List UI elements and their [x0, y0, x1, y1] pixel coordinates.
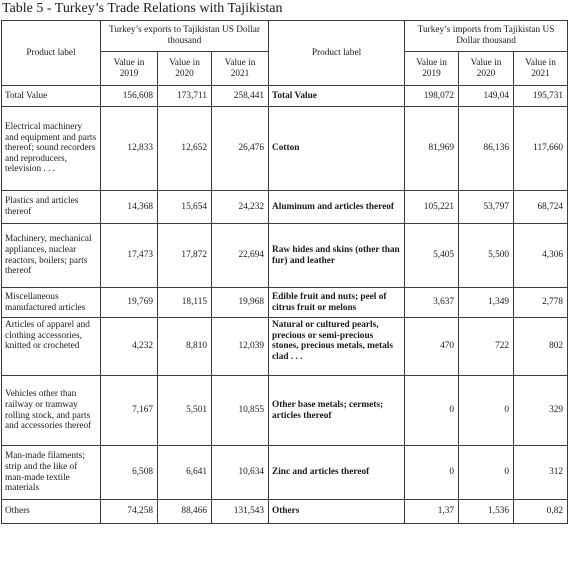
export-product-cell: Vehicles other than railway or tramway rolling stock, and parts and accessories thereof [2, 376, 101, 446]
export-value-cell: 12,652 [158, 107, 212, 191]
table-row [2, 500, 568, 524]
export-value-cell: 17,872 [158, 224, 212, 288]
import-value-cell: 4,306 [514, 224, 568, 288]
import-product-cell: Other base metals; cermets; articles thereof [269, 376, 405, 446]
import-year-header: Value in 2021 [514, 52, 568, 86]
import-value-cell: 105,221 [405, 191, 459, 224]
import-product-cell: Natural or cultured pearls, precious or semi-precious stones, precious metals, metals clad . . . [269, 318, 405, 376]
export-value-cell: 24,232 [212, 191, 269, 224]
import-value-cell: 149,04 [459, 86, 514, 107]
export-value-cell: 18,115 [158, 288, 212, 318]
export-value-cell: 10,855 [212, 376, 269, 446]
import-value-cell: 1,536 [459, 500, 514, 524]
export-value-cell: 131,543 [212, 500, 269, 524]
table-row [2, 107, 568, 191]
import-year-header: Value in 2019 [405, 52, 459, 86]
export-value-cell: 26,476 [212, 107, 269, 191]
export-product-label-header: Product label [2, 21, 101, 86]
export-value-cell: 12,833 [101, 107, 158, 191]
import-product-cell: Total Value [269, 86, 405, 107]
export-value-cell: 173,711 [158, 86, 212, 107]
import-value-cell: 81,969 [405, 107, 459, 191]
export-product-cell: Others [2, 500, 101, 524]
export-value-cell: 19,968 [212, 288, 269, 318]
import-value-cell: 2,778 [514, 288, 568, 318]
export-product-cell: Plastics and articles thereof [2, 191, 101, 224]
import-value-cell: 5,405 [405, 224, 459, 288]
export-value-cell: 19,769 [101, 288, 158, 318]
import-value-cell: 0,82 [514, 500, 568, 524]
import-product-cell: Edible fruit and nuts; peel of citrus fruit or melons [269, 288, 405, 318]
import-value-cell: 53,797 [459, 191, 514, 224]
export-value-cell: 74,258 [101, 500, 158, 524]
table-row [2, 288, 568, 318]
imports-group-header: Turkey’s imports from Tajikistan US Dollar thousand [405, 21, 568, 52]
import-value-cell: 312 [514, 446, 568, 500]
import-value-cell: 198,072 [405, 86, 459, 107]
import-value-cell: 195,731 [514, 86, 568, 107]
export-value-cell: 6,641 [158, 446, 212, 500]
export-year-header: Value in 2019 [101, 52, 158, 86]
export-value-cell: 22,694 [212, 224, 269, 288]
export-value-cell: 15,654 [158, 191, 212, 224]
table-row [2, 446, 568, 500]
export-value-cell: 10,634 [212, 446, 269, 500]
import-product-cell: Zinc and articles thereof [269, 446, 405, 500]
import-value-cell: 5,500 [459, 224, 514, 288]
table-row [2, 191, 568, 224]
import-product-cell: Others [269, 500, 405, 524]
trade-table [1, 20, 568, 524]
export-value-cell: 7,167 [101, 376, 158, 446]
export-product-cell: Machinery, mechanical appliances, nuclear reactors, boilers; parts thereof [2, 224, 101, 288]
import-value-cell: 117,660 [514, 107, 568, 191]
export-value-cell: 5,501 [158, 376, 212, 446]
export-value-cell: 12,039 [212, 318, 269, 376]
import-value-cell: 0 [405, 376, 459, 446]
table-title: Table 5 - Turkey’s Trade Relations with Tajikistan [2, 1, 283, 16]
export-product-cell: Total Value [2, 86, 101, 107]
import-product-cell: Aluminum and articles thereof [269, 191, 405, 224]
import-product-cell: Raw hides and skins (other than fur) and leather [269, 224, 405, 288]
import-value-cell: 802 [514, 318, 568, 376]
export-year-header: Value in 2021 [212, 52, 269, 86]
table-row [2, 318, 568, 376]
export-value-cell: 4,232 [101, 318, 158, 376]
import-value-cell: 1,37 [405, 500, 459, 524]
export-product-cell: Miscellaneous manufactured articles [2, 288, 101, 318]
import-value-cell: 3,637 [405, 288, 459, 318]
import-value-cell: 0 [459, 446, 514, 500]
import-value-cell: 329 [514, 376, 568, 446]
import-value-cell: 470 [405, 318, 459, 376]
export-product-cell: Electrical machinery and equipment and parts thereof; sound recorders and reproducers, television . . . [2, 107, 101, 191]
exports-group-header: Turkey’s exports to Tajikistan US Dollar thousand [101, 21, 269, 52]
export-value-cell: 88,466 [158, 500, 212, 524]
export-product-cell: Articles of apparel and clothing accessories, knitted or crocheted [2, 318, 101, 376]
import-value-cell: 86,136 [459, 107, 514, 191]
export-value-cell: 14,368 [101, 191, 158, 224]
import-product-cell: Cotton [269, 107, 405, 191]
import-value-cell: 0 [405, 446, 459, 500]
export-value-cell: 17,473 [101, 224, 158, 288]
export-value-cell: 258,441 [212, 86, 269, 107]
table-row [2, 376, 568, 446]
import-year-header: Value in 2020 [459, 52, 514, 86]
export-value-cell: 156,608 [101, 86, 158, 107]
export-product-cell: Man-made filaments; strip and the like of man-made textile materials [2, 446, 101, 500]
export-year-header: Value in 2020 [158, 52, 212, 86]
export-value-cell: 8,810 [158, 318, 212, 376]
export-value-cell: 6,508 [101, 446, 158, 500]
table-row [2, 86, 568, 107]
import-value-cell: 722 [459, 318, 514, 376]
import-value-cell: 1,349 [459, 288, 514, 318]
import-value-cell: 68,724 [514, 191, 568, 224]
import-product-label-header: Product label [269, 21, 405, 86]
table-row [2, 224, 568, 288]
import-value-cell: 0 [459, 376, 514, 446]
